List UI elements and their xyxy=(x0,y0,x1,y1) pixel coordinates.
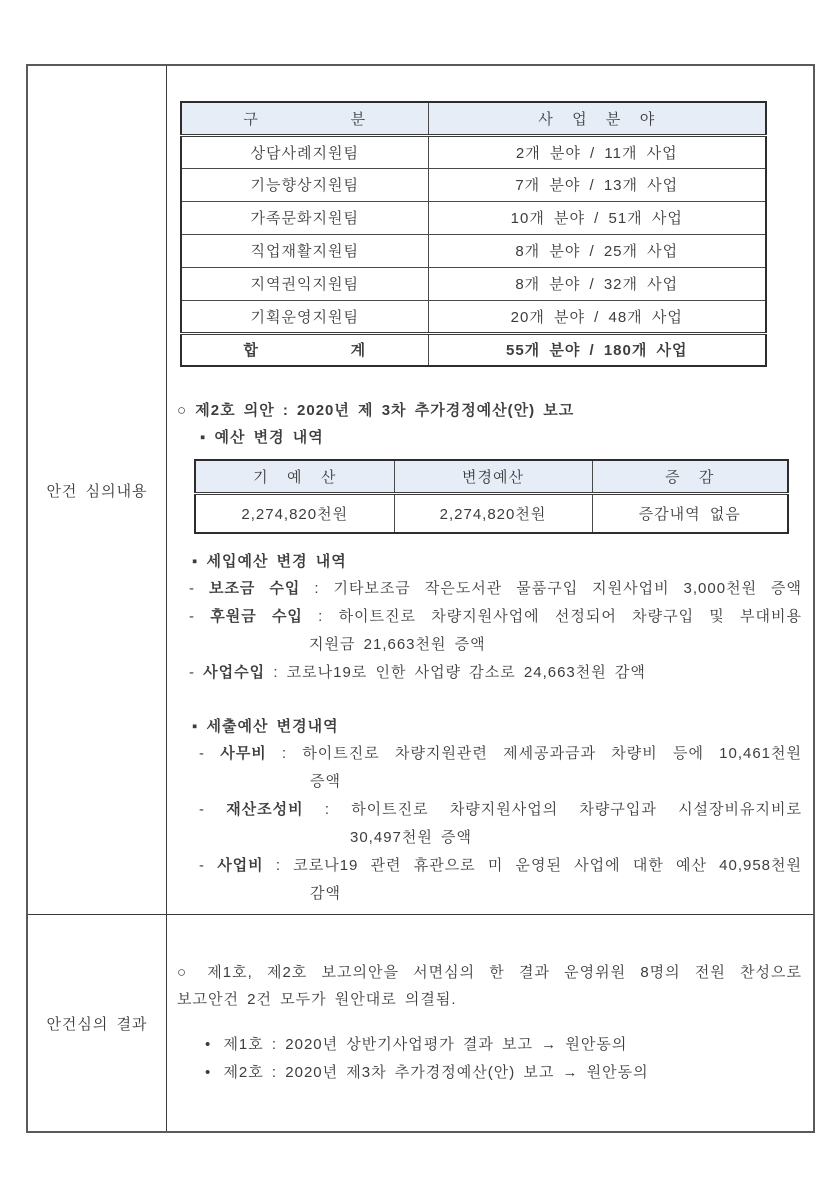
income-item-donation xyxy=(177,603,802,631)
item-text: 하이트진로 차량지원관련 제세공과금과 차량비 등에 10,461천원 xyxy=(302,745,803,762)
dash: - xyxy=(199,745,205,762)
income-change-heading xyxy=(192,548,813,575)
dash: - xyxy=(189,580,195,597)
budget-table-header-row xyxy=(195,460,788,493)
review-row-label: 안건 심의내용 xyxy=(46,482,148,500)
col-previous-budget: 기 예 산 xyxy=(195,460,394,493)
result-item-2 xyxy=(205,1059,813,1087)
col-category: 구 분 xyxy=(181,102,428,135)
item-label: 재산조성비 xyxy=(226,801,304,818)
result-item-text: 제1호 : 2020년 상반기사업평가 결과 보고 → 원안동의 xyxy=(223,1036,628,1053)
total-value: 55개 분야 / 180개 사업 xyxy=(428,333,766,366)
minutes-table xyxy=(26,64,815,1133)
team-name: 상담사례지원팀 xyxy=(181,135,428,168)
team-field: 8개 분야 / 25개 사업 xyxy=(428,234,766,267)
item-label: 보조금 수입 xyxy=(208,580,301,597)
income-heading-text: 세입예산 변경 내역 xyxy=(206,553,347,570)
team-field: 2개 분야 / 11개 사업 xyxy=(428,135,766,168)
result-content-cell xyxy=(167,915,813,1131)
team-field: 7개 분야 / 13개 사업 xyxy=(428,168,766,201)
square-bullet: ▪ xyxy=(192,553,199,570)
item-label: 후원금 수입 xyxy=(210,608,303,625)
agenda2-title: 제2호 의안 : 2020년 제 3차 추가경정예산(안) 보고 xyxy=(195,402,575,419)
result-row-label: 안건심의 결과 xyxy=(46,1015,148,1033)
item-text: 하이트진로 차량지원사업의 차량구입과 시설장비유지비로 xyxy=(351,801,802,818)
team-name: 기능향상지원팀 xyxy=(181,168,428,201)
team-field: 8개 분야 / 32개 사업 xyxy=(428,267,766,300)
previous-budget-value: 2,274,820천원 xyxy=(195,493,394,533)
expense-item-property xyxy=(177,796,802,824)
review-row-label-cell xyxy=(28,66,167,915)
col-difference: 증 감 xyxy=(592,460,788,493)
table-row xyxy=(181,168,766,201)
agenda2-title-line xyxy=(177,397,813,424)
income-item-donation-cont: 지원금 21,663천원 증액 xyxy=(309,636,486,653)
expense-item-office xyxy=(177,740,802,768)
expense-item-business-cont: 감액 xyxy=(310,885,341,902)
item-text: 하이트진로 차량지원사업에 선정되어 차량구입 및 부대비용 xyxy=(338,608,802,625)
team-name: 가족문화지원팀 xyxy=(181,201,428,234)
table-row xyxy=(181,135,766,168)
dash: - xyxy=(199,801,205,818)
square-bullet: ▪ xyxy=(200,429,207,446)
expense-item-office-cont: 증액 xyxy=(310,773,341,790)
item-text: 코로나19 관련 휴관으로 미 운영된 사업에 대한 예산 40,958천원 xyxy=(293,857,803,874)
income-item-subsidy xyxy=(177,575,802,603)
team-name: 기획운영지원팀 xyxy=(181,300,428,333)
review-content-cell xyxy=(167,66,813,915)
team-name: 직업재활지원팀 xyxy=(181,234,428,267)
separator: : xyxy=(318,608,324,625)
table-total-row xyxy=(181,333,766,366)
item-text: 기타보조금 작은도서관 물품구입 지원사업비 3,000천원 증액 xyxy=(333,580,802,597)
team-table-header-row xyxy=(181,102,766,135)
separator: : xyxy=(324,801,330,818)
team-field: 10개 분야 / 51개 사업 xyxy=(428,201,766,234)
item-label: 사무비 xyxy=(220,745,267,762)
item-label: 사업비 xyxy=(217,857,264,874)
expense-heading-text: 세출예산 변경내역 xyxy=(206,718,339,735)
budget-table xyxy=(194,459,789,534)
separator: : xyxy=(273,664,279,681)
dot-bullet: • xyxy=(205,1064,212,1081)
dot-bullet: • xyxy=(205,1036,212,1053)
table-row xyxy=(181,300,766,333)
separator: : xyxy=(275,857,282,874)
col-business-field: 사 업 분 야 xyxy=(428,102,766,135)
dash: - xyxy=(189,664,195,681)
separator: : xyxy=(281,745,288,762)
dash: - xyxy=(189,608,195,625)
circle-bullet: ○ xyxy=(177,402,188,419)
result-paragraph xyxy=(177,959,802,1013)
budget-heading-text: 예산 변경 내역 xyxy=(214,429,324,446)
result-paragraph-line2: 보고안건 2건 모두가 원안대로 의결됨. xyxy=(177,991,457,1008)
item-label: 사업수입 xyxy=(203,664,266,681)
table-row xyxy=(181,201,766,234)
difference-value: 증감내역 없음 xyxy=(592,493,788,533)
team-field-table xyxy=(180,101,767,367)
item-text: 코로나19로 인한 사업량 감소로 24,663천원 감액 xyxy=(286,664,646,681)
budget-table-data-row xyxy=(195,493,788,533)
result-row-label-cell xyxy=(28,915,167,1131)
col-changed-budget: 변경예산 xyxy=(394,460,592,493)
dash: - xyxy=(199,857,205,874)
expense-item-property-cont: 30,497천원 증액 xyxy=(350,829,473,846)
table-row xyxy=(181,267,766,300)
total-label: 합 계 xyxy=(181,333,428,366)
result-paragraph-line1: ○ 제1호, 제2호 보고의안을 서면심의 한 결과 운영위원 8명의 전원 찬성으로 xyxy=(177,964,802,981)
table-row xyxy=(181,234,766,267)
separator: : xyxy=(314,580,320,597)
team-field: 20개 분야 / 48개 사업 xyxy=(428,300,766,333)
changed-budget-value: 2,274,820천원 xyxy=(394,493,592,533)
expense-change-heading xyxy=(192,713,813,740)
result-item-text: 제2호 : 2020년 제3차 추가경정예산(안) 보고 → 원안동의 xyxy=(223,1064,649,1081)
expense-item-business xyxy=(177,852,802,880)
budget-change-heading xyxy=(200,424,813,451)
square-bullet: ▪ xyxy=(192,718,199,735)
income-item-business xyxy=(177,659,802,687)
result-item-1 xyxy=(205,1031,813,1059)
result-item-list xyxy=(205,1031,813,1087)
team-name: 지역권익지원팀 xyxy=(181,267,428,300)
